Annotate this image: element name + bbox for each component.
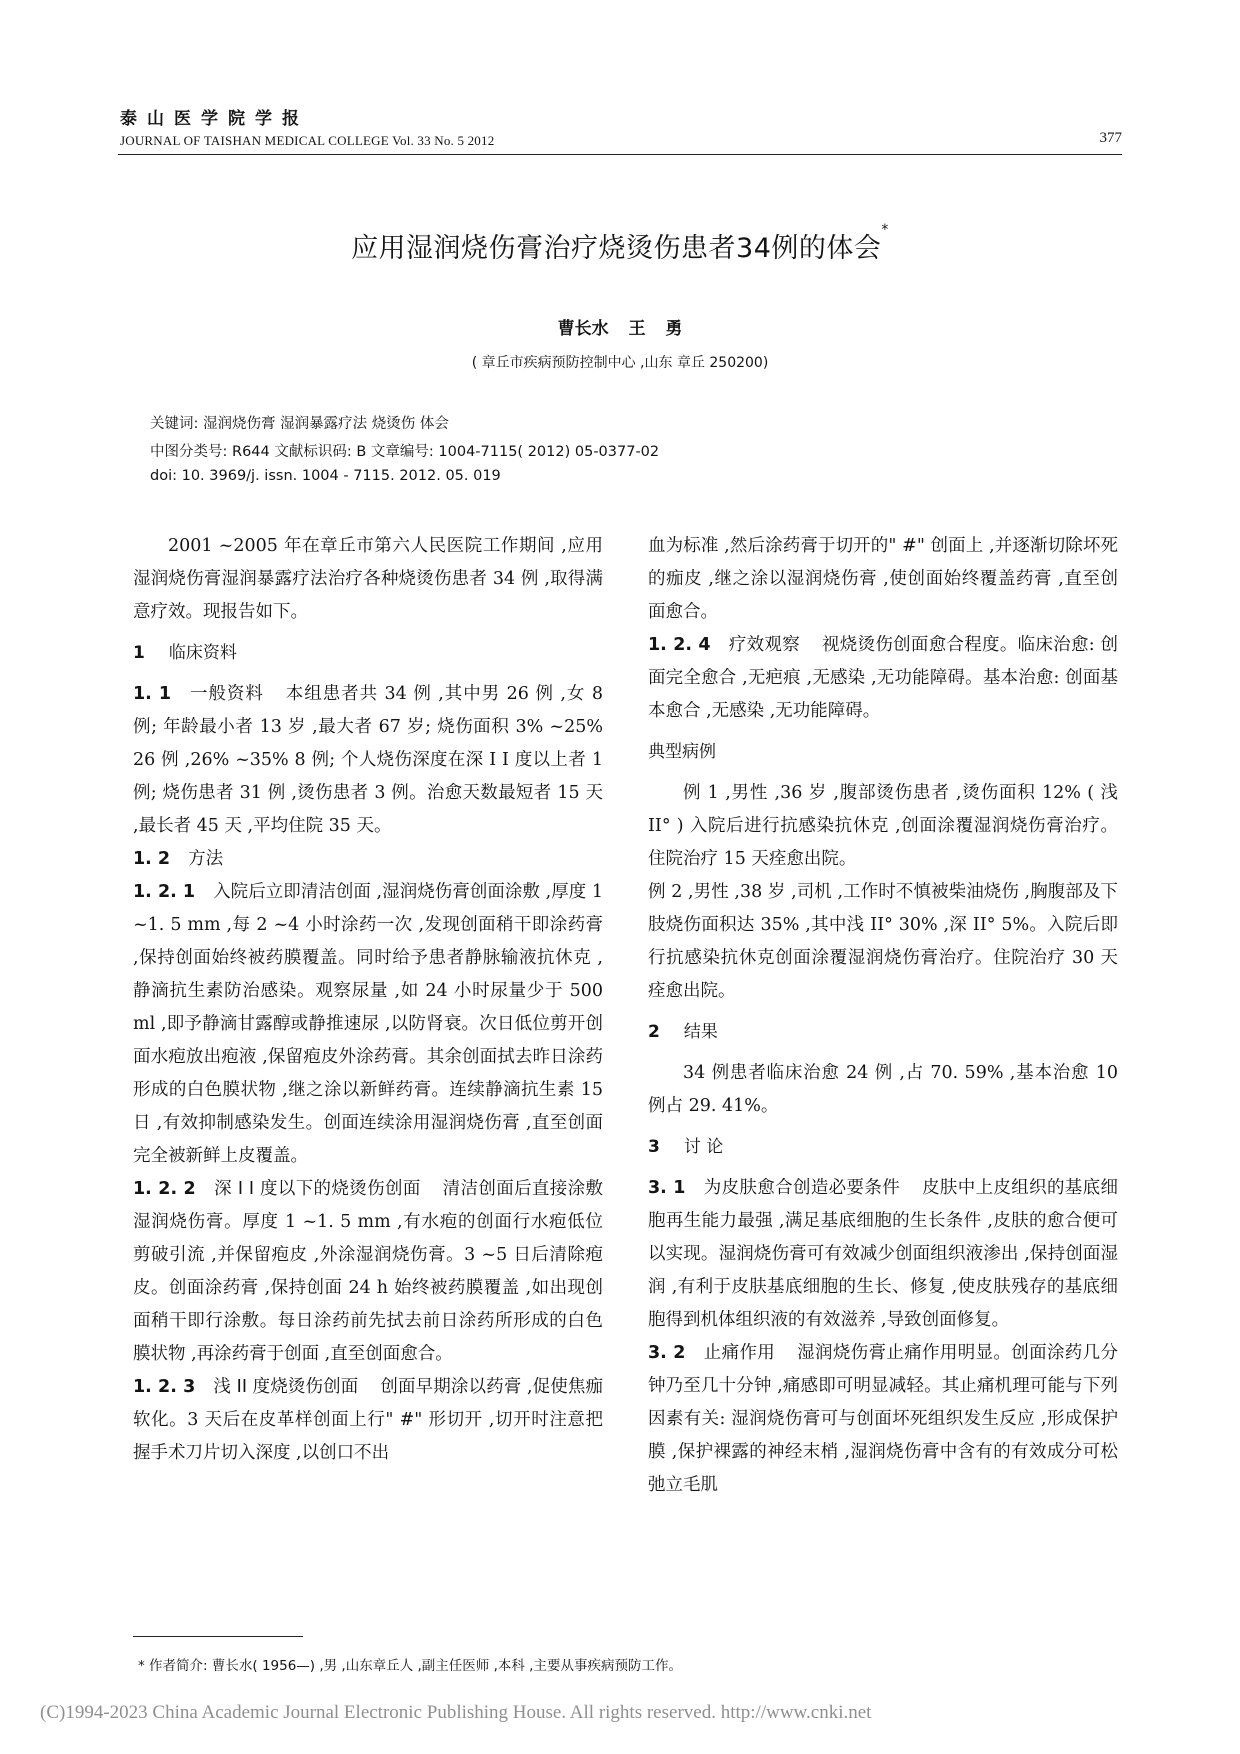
section-1-1-text: 本组患者共 34 例 ,其中男 26 例 ,女 8 例; 年龄最小者 13 岁 ,最大者 67 岁; 烧伤面积 3% ~25% 26 例 ,26% ~35% 8 例; 个人烧伤深度在深 I I 度以上者 1 例; 烧伤患者 31 例 ,烫伤患者 3 例。治愈天数最短者 15 天 ,最长者 45 天 ,平均住院 35 天。 — [133, 684, 604, 836]
section-2-title: 结果 — [683, 1022, 718, 1042]
section-1-1 — [133, 678, 603, 843]
continued-paragraph: 血为标准 ,然后涂药膏于切开的" #" 创面上 ,并逐渐切除坏死的痂皮 ,继之涂以湿润烧伤膏 ,使创面始终覆盖药膏 ,直至创面愈合。 — [648, 536, 1118, 622]
case-2: 例 2 ,男性 ,38 岁 ,司机 ,工作时不慎被柴油烧伤 ,胸腹部及下肢烧伤面积达 35% ,其中浅 II° 30% ,深 II° 5%。入院后即行抗感染抗休克创面涂覆湿润烧伤膏治疗。住院治疗 30 天痊愈出院。 — [648, 882, 1118, 1001]
authors: 曹长水 王 勇 — [557, 319, 683, 339]
section-1-2-2 — [133, 1173, 603, 1371]
right-column — [648, 530, 1118, 1502]
section-3-1-label: 3. 1 — [648, 1178, 686, 1198]
section-1-heading — [133, 637, 603, 670]
section-3-number: 3 — [648, 1137, 660, 1157]
section-1-title: 临床资料 — [168, 643, 237, 663]
section-1-2-3-label: 1. 2. 3 — [133, 1377, 196, 1397]
section-1-2-1-label: 1. 2. 1 — [133, 882, 196, 902]
affiliation: ( 章丘市疾病预防控制中心 ,山东 章丘 250200) — [471, 355, 769, 371]
case-heading: 典型病例 — [648, 742, 716, 762]
section-3-title: 讨 论 — [683, 1137, 724, 1157]
section-3-2-text: 湿润烧伤膏止痛作用明显。创面涂药几分钟乃至几十分钟 ,痛感即可明显减轻。其止痛机理可能与下列因素有关: 湿润烧伤膏可与创面坏死组织发生反应 ,形成保护膜 ,保护裸露的神经末梢 ,湿润烧伤膏中含有的有效成分可松弛立毛肌 — [648, 1343, 1118, 1495]
doi: doi: 10. 3969/j. issn. 1004 - 7115. 2012. 05. 019 — [150, 468, 501, 484]
journal-name-en: JOURNAL OF TAISHAN MEDICAL COLLEGE Vol. 33 No. 5 2012 — [120, 133, 495, 148]
section-3-2-label: 3. 2 — [648, 1343, 686, 1363]
case-1: 例 1 ,男性 ,36 岁 ,腹部烫伤患者 ,烫伤面积 12% ( 浅 II° ) 入院后进行抗感染抗休克 ,创面涂覆湿润烧伤膏治疗。住院治疗 15 天痊愈出院。 — [648, 783, 1118, 869]
header-rule — [118, 154, 1122, 155]
section-3-1 — [648, 1172, 1118, 1337]
journal-name-cn: 泰山医学院学报 — [120, 109, 309, 129]
section-1-2-3-text: 创面早期涂以药膏 ,促使焦痂软化。3 天后在皮革样创面上行" #" 形切开 ,切开时注意把握手术刀片切入深度 ,以创口不出 — [133, 1377, 604, 1463]
copyright-notice: (C)1994-2023 China Academic Journal Electronic Publishing House. All rights reserved. http://www.cnki.net — [40, 1702, 872, 1723]
section-1-2-4-text: 视烧烫伤创面愈合程度。临床治愈: 创面完全愈合 ,无疤痕 ,无感染 ,无功能障碍。基本治愈: 创面基本愈合 ,无感染 ,无功能障碍。 — [648, 635, 1118, 721]
section-1-2-4-label: 1. 2. 4 — [648, 635, 711, 655]
section-1-2-2-title: 深 I I 度以下的烧烫伤创面 — [213, 1179, 421, 1199]
left-column — [133, 530, 603, 1470]
section-1-2-2-text: 清洁创面后直接涂敷湿润烧伤膏。厚度 1 ~1. 5 mm ,有水疱的创面行水疱低位剪破引流 ,并保留疱皮 ,外涂湿润烧伤膏。3 ~5 日后清除疱皮。创面涂药膏 ,保持创面 24 h 始终被药膜覆盖 ,如出现创面稍干即行涂敷。每日涂药前先拭去前日涂药所形成的白色膜状物 ,再涂药膏于创面 ,直至创面愈合。 — [133, 1179, 603, 1364]
section-3-1-title: 为皮肤愈合创造必要条件 — [703, 1178, 901, 1198]
section-1-2-1-text: 入院后立即清洁创面 ,湿润烧伤膏创面涂敷 ,厚度 1 ~1. 5 mm ,每 2 ~4 小时涂药一次 ,发现创面稍干即涂药膏 ,保持创面始终被药膜覆盖。同时给予患者静脉输液抗休克 ,静滴抗生素防治感染。观察尿量 ,如 24 小时尿量少于 500 ml ,即予静滴甘露醇或静推速尿 ,以防肾衰。次日低位剪开创面水疱放出疱液 ,保留疱皮外涂药膏。其余创面拭去昨日涂药形成的白色膜状物 ,继之涂以新鲜药膏。连续静滴抗生素 15 日 ,有效抑制感染发生。创面连续涂用湿润烧伤膏 ,直至创面完全被新鲜上皮覆盖。 — [133, 882, 603, 1166]
section-1-1-label: 1. 1 — [133, 684, 172, 704]
section-2-text: 34 例患者临床治愈 24 例 ,占 70. 59% ,基本治愈 10 例占 29. 41%。 — [648, 1063, 1118, 1116]
section-1-2-2-label: 1. 2. 2 — [133, 1179, 196, 1199]
section-3-heading — [648, 1131, 1118, 1164]
section-2-number: 2 — [648, 1022, 660, 1042]
section-1-2-3-title: 浅 II 度烧烫伤创面 — [213, 1377, 359, 1397]
section-1-2-title: 方法 — [188, 849, 224, 869]
section-1-2-4-title: 疗效观察 — [728, 635, 800, 655]
keywords: 关键词: 湿润烧伤膏 湿润暴露疗法 烧烫伤 体会 — [150, 416, 449, 432]
section-2-heading — [648, 1016, 1118, 1049]
section-1-2-label: 1. 2 — [133, 849, 171, 869]
section-1-2-1 — [133, 876, 603, 1173]
page-number: 377 — [1099, 130, 1122, 146]
section-3-2 — [648, 1337, 1118, 1502]
article-title — [0, 222, 1240, 265]
section-1-2-4 — [648, 629, 1118, 728]
section-3-1-text: 皮肤中上皮组织的基底细胞再生能力最强 ,满足基底细胞的生长条件 ,皮肤的愈合便可以实现。湿润烧伤膏可有效减少创面组织液渗出 ,保持创面湿润 ,有利于皮肤基底细胞的生长、修复 ,使皮肤残存的基底细胞得到机体组织液的有效滋养 ,导致创面修复。 — [648, 1178, 1118, 1330]
section-1-2-3 — [133, 1371, 603, 1470]
author-footnote: * 作者简介: 曹长水( 1956—) ,男 ,山东章丘人 ,副主任医师 ,本科 ,主要从事疾病预防工作。 — [138, 1658, 682, 1674]
classification: 中图分类号: R644 文献标识码: B 文章编号: 1004-7115( 2012) 05-0377-02 — [150, 444, 660, 460]
section-1-2 — [133, 843, 603, 876]
section-1-number: 1 — [133, 643, 145, 663]
title-footnote-mark: * — [881, 222, 889, 238]
section-3-2-title: 止痛作用 — [703, 1343, 776, 1363]
article-title-text: 应用湿润烧伤膏治疗烧烫伤患者34例的体会 — [351, 233, 882, 264]
footnote-rule — [133, 1636, 303, 1637]
intro-paragraph: 2001 ~2005 年在章丘市第六人民医院工作期间 ,应用湿润烧伤膏湿润暴露疗法治疗各种烧烫伤患者 34 例 ,取得满意疗效。现报告如下。 — [133, 536, 603, 622]
section-1-1-title: 一般资料 — [189, 684, 264, 704]
